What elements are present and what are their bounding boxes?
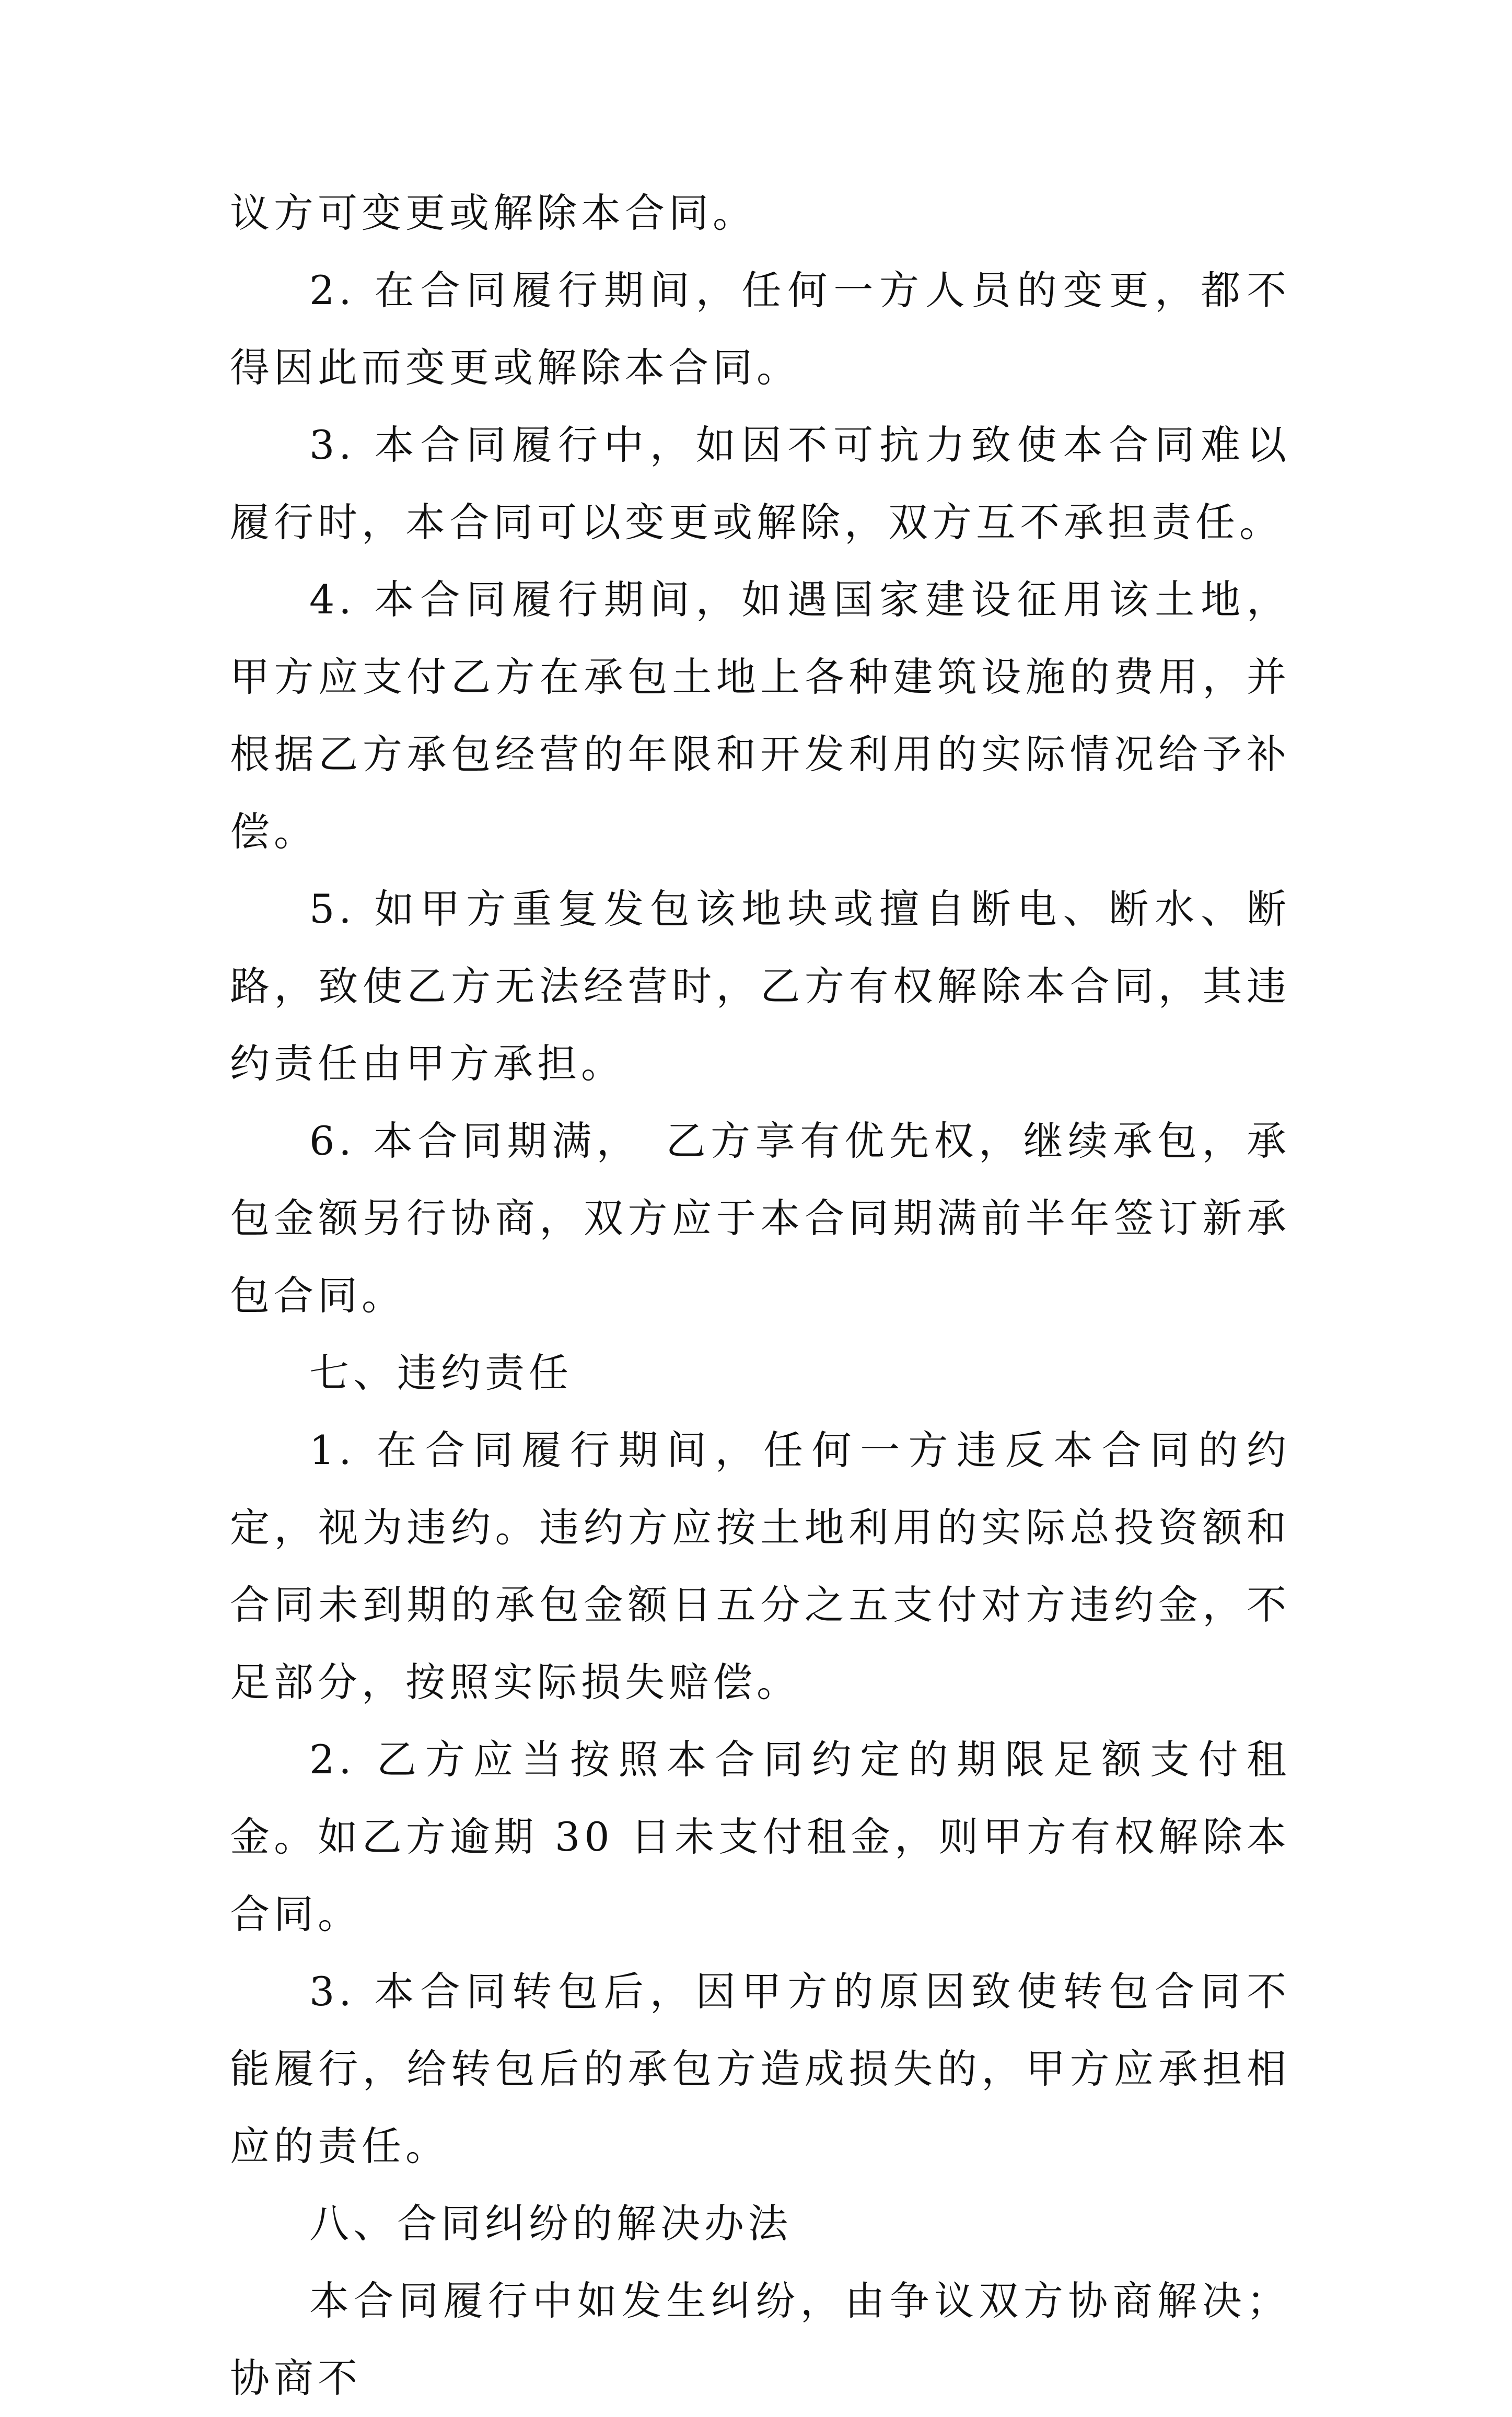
breach-clause-1: 1. 在合同履行期间，任何一方违反本合同的约定，视为违约。违约方应按土地利用的实际总投资额和合同未到期的承包金额日五分之五支付对方违约金，不足部分，按照实际损失赔偿。 [230, 1427, 1290, 1705]
section-heading-breach-liability: 七、违约责任 [309, 1350, 573, 1396]
paragraph-continuation: 议方可变更或解除本合同。 [230, 190, 757, 236]
breach-clause-2: 2. 乙方应当按照本合同约定的期限足额支付租金。如乙方逾期 30 日未支付租金，则甲方有权解除本合同。 [230, 1736, 1290, 1937]
contract-body [230, 175, 1290, 2417]
dispute-resolution-text: 本合同履行中如发生纠纷，由争议双方协商解决；协商不 [230, 2277, 1290, 2401]
clause-4-land-requisition: 4. 本合同履行期间，如遇国家建设征用该土地，甲方应支付乙方在承包土地上各种建筑设施的费用，并根据乙方承包经营的年限和开发利用的实际情况给予补偿。 [230, 576, 1290, 855]
clause-6-contract-expiry: 6. 本合同期满， 乙方享有优先权，继续承包，承包金额另行协商，双方应于本合同期满前半年签订新承包合同。 [230, 1118, 1290, 1319]
clause-2-personnel-change: 2. 在合同履行期间，任何一方人员的变更，都不得因此而变更或解除本合同。 [230, 267, 1290, 391]
clause-5-repeat-contracting: 5. 如甲方重复发包该地块或擅自断电、断水、断路，致使乙方无法经营时，乙方有权解除本合同，其违约责任由甲方承担。 [230, 886, 1290, 1087]
breach-clause-3: 3. 本合同转包后，因甲方的原因致使转包合同不能履行，给转包后的承包方造成损失的，甲方应承担相应的责任。 [230, 1968, 1290, 2169]
clause-3-force-majeure: 3. 本合同履行中，如因不可抗力致使本合同难以履行时，本合同可以变更或解除，双方互不承担责任。 [230, 422, 1290, 545]
section-heading-dispute-resolution: 八、合同纠纷的解决办法 [309, 2200, 792, 2247]
